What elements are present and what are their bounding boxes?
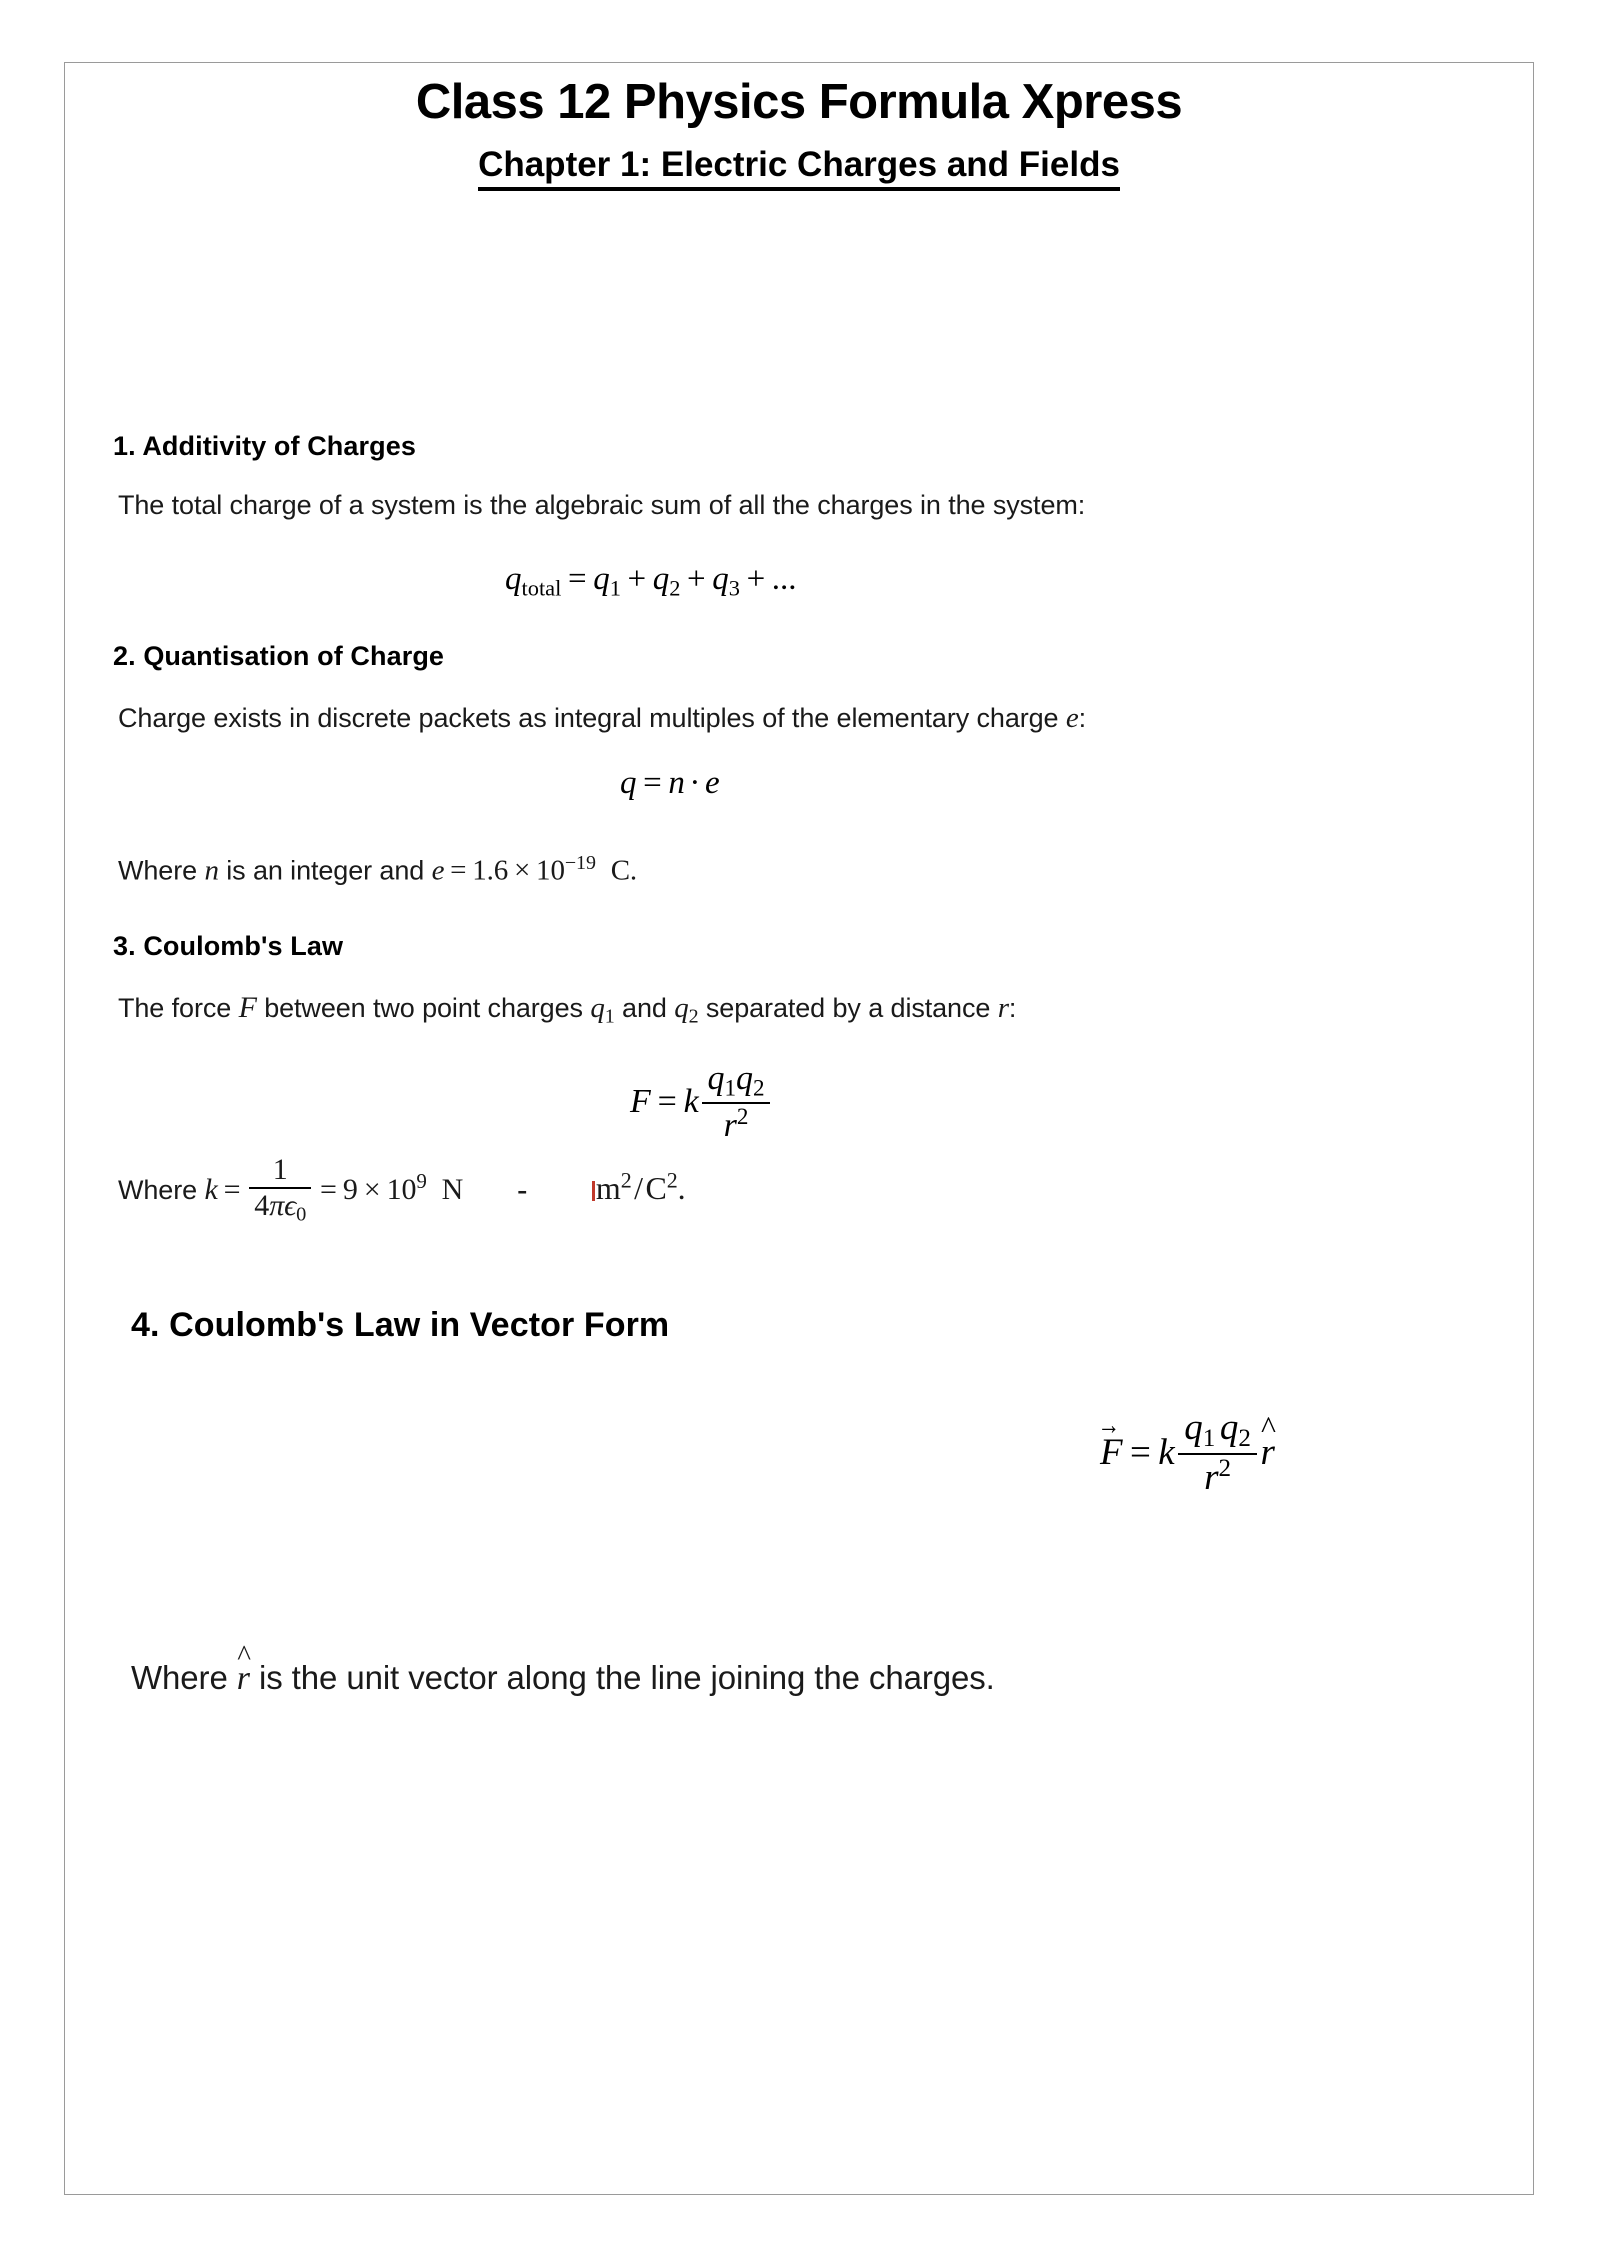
formula-1-term3-sub: 3 — [728, 575, 740, 601]
section-heading-1: 1. Additivity of Charges — [113, 431, 416, 461]
section-2-note-value: 1.6 — [472, 854, 509, 887]
formula-2-dot: · — [689, 765, 701, 801]
formula-coulomb-scalar — [630, 1059, 773, 1145]
section-2-body-var-e: e — [1065, 702, 1079, 734]
formula-4-denominator — [1178, 1455, 1256, 1498]
formula-3-fraction — [702, 1061, 770, 1143]
page-title: Class 12 Physics Formula Xpress — [415, 75, 1183, 129]
section-3-note-den-pi: π — [269, 1188, 285, 1222]
section-3-note-unit-coulomb: C — [645, 1169, 667, 1206]
section-2-note-mid: is an integer and — [218, 855, 432, 886]
section-4-note-pre: Where — [131, 1659, 237, 1696]
formula-4-num-q1: q — [1184, 1406, 1203, 1448]
section-3-note-unit-metre: m — [595, 1169, 621, 1206]
section-2-note-equals: = — [450, 854, 467, 887]
formula-4-r-hat: r ^ — [1260, 1431, 1274, 1474]
section-3-var-q1-sub: 1 — [604, 1005, 615, 1028]
section-3-note-unit-newton: N — [441, 1172, 464, 1206]
section-3-note — [118, 1153, 686, 1228]
section-2-note-unit: C. — [610, 854, 638, 887]
formula-4-numerator — [1178, 1406, 1256, 1455]
formula-4-F-vector: F → — [1100, 1431, 1123, 1474]
formula-2-e: e — [705, 765, 720, 801]
formula-3-den-r: r — [723, 1106, 737, 1144]
formula-4-den-r: r — [1204, 1457, 1219, 1499]
section-3-body-mid1: between two point charges — [256, 993, 591, 1023]
section-3-note-den-eps: ϵ — [284, 1188, 297, 1222]
formula-3-F: F — [630, 1083, 651, 1121]
section-3-note-base: 10 — [386, 1172, 417, 1206]
section-3-note-equals-2: = — [320, 1172, 337, 1206]
section-3-body — [118, 991, 1016, 1029]
section-2-body — [118, 702, 1086, 735]
section-2-note-var-n: n — [204, 854, 219, 887]
formula-quantisation — [620, 765, 720, 802]
section-3-note-value: 9 — [342, 1172, 358, 1206]
formula-1-term1-sub: 1 — [609, 575, 621, 601]
formula-4-num-q2: q — [1219, 1406, 1239, 1448]
section-4-note-r-hat: r ^ — [237, 1660, 250, 1698]
section-3-note-unit-metre-exp: 2 — [620, 1167, 632, 1193]
formula-3-equals: = — [657, 1083, 677, 1121]
section-3-note-fraction — [249, 1154, 311, 1226]
section-3-var-r: r — [997, 992, 1009, 1024]
formula-3-k: k — [683, 1083, 699, 1121]
formula-4-equals: = — [1130, 1432, 1151, 1474]
formula-1-term3: q — [712, 561, 729, 597]
formula-3-den-exp: 2 — [736, 1103, 749, 1130]
section-3-note-den-4: 4 — [254, 1188, 270, 1222]
section-2-body-post: : — [1078, 703, 1087, 733]
section-heading-2: 2. Quantisation of Charge — [113, 641, 445, 671]
section-3-note-pre: Where — [118, 1174, 205, 1205]
section-3-note-equals-1: = — [223, 1172, 241, 1206]
section-3-body-mid3: separated by a distance — [698, 993, 998, 1023]
section-4-note — [131, 1659, 995, 1698]
section-4-note-post: is the unit vector along the line joining the charges. — [249, 1659, 995, 1696]
cursor-artifact — [592, 1181, 595, 1201]
formula-2-equals: = — [643, 765, 662, 801]
formula-4-den-exp: 2 — [1218, 1455, 1232, 1483]
section-2-note-exponent: −19 — [564, 852, 596, 874]
formula-1-ellipsis: ... — [771, 561, 797, 597]
section-3-body-mid2: and — [614, 993, 675, 1023]
formula-2-n: n — [668, 765, 685, 801]
section-3-note-frac-den — [249, 1189, 311, 1226]
formula-4-k: k — [1158, 1432, 1175, 1474]
formula-3-num-q2: q — [736, 1059, 754, 1097]
section-3-note-dash: - — [517, 1172, 528, 1206]
section-3-note-den-eps-sub: 0 — [296, 1203, 307, 1226]
formula-1-equals: = — [567, 561, 587, 597]
formula-3-num-q2-sub: 2 — [753, 1075, 765, 1102]
formula-4-fraction — [1178, 1406, 1256, 1499]
page-subtitle — [65, 146, 1533, 185]
page-subtitle-text: Chapter 1: Electric Charges and Fields — [478, 145, 1120, 191]
formula-1-term2: q — [652, 561, 670, 597]
section-3-note-period: . — [677, 1169, 686, 1206]
section-3-note-unit-coulomb-exp: 2 — [666, 1167, 678, 1193]
formula-coulomb-vector — [1100, 1406, 1275, 1500]
formula-1-lhs-sub: total — [521, 575, 562, 601]
section-3-var-q2-sub: 2 — [688, 1005, 699, 1028]
section-2-note-base: 10 — [536, 854, 565, 887]
section-1-body: The total charge of a system is the algebraic sum of all the charges in the system: — [118, 490, 1086, 520]
section-2-note — [118, 852, 637, 887]
section-3-body-post: : — [1008, 993, 1017, 1023]
section-3-note-k: k — [204, 1172, 218, 1206]
formula-additivity — [505, 561, 797, 601]
section-3-var-q2: q — [674, 992, 689, 1024]
section-3-body-pre: The force — [118, 993, 239, 1023]
formula-3-num-q1-sub: 1 — [724, 1075, 737, 1102]
formula-4-num-q2-sub: 2 — [1238, 1424, 1251, 1452]
page-frame — [64, 62, 1534, 2195]
formula-1-plus3: + — [746, 561, 766, 597]
formula-3-denominator — [702, 1104, 770, 1144]
formula-2-lhs: q — [620, 765, 637, 801]
section-3-var-q1: q — [590, 992, 605, 1024]
section-2-note-times: × — [513, 854, 531, 887]
formula-1-term2-sub: 2 — [669, 575, 681, 601]
section-3-note-frac-num: 1 — [249, 1154, 311, 1189]
formula-1-lhs-var: q — [505, 561, 522, 597]
section-heading-4: 4. Coulomb's Law in Vector Form — [131, 1306, 670, 1344]
section-3-note-slash: / — [634, 1169, 643, 1206]
section-2-body-pre: Charge exists in discrete packets as integral multiples of the elementary charge — [118, 703, 1066, 733]
formula-1-plus1: + — [627, 561, 647, 597]
formula-3-num-q1: q — [707, 1059, 725, 1097]
formula-1-plus2: + — [687, 561, 706, 597]
section-3-var-F: F — [238, 991, 257, 1024]
section-heading-3: 3. Coulomb's Law — [113, 931, 344, 961]
formula-1-term1: q — [593, 561, 610, 597]
formula-4-num-q1-sub: 1 — [1202, 1424, 1216, 1452]
section-2-note-pre: Where — [118, 855, 205, 886]
section-3-note-exponent: 9 — [416, 1169, 427, 1194]
section-3-note-times: × — [363, 1172, 381, 1206]
section-2-note-var-e: e — [431, 854, 445, 887]
formula-3-numerator — [702, 1061, 770, 1104]
